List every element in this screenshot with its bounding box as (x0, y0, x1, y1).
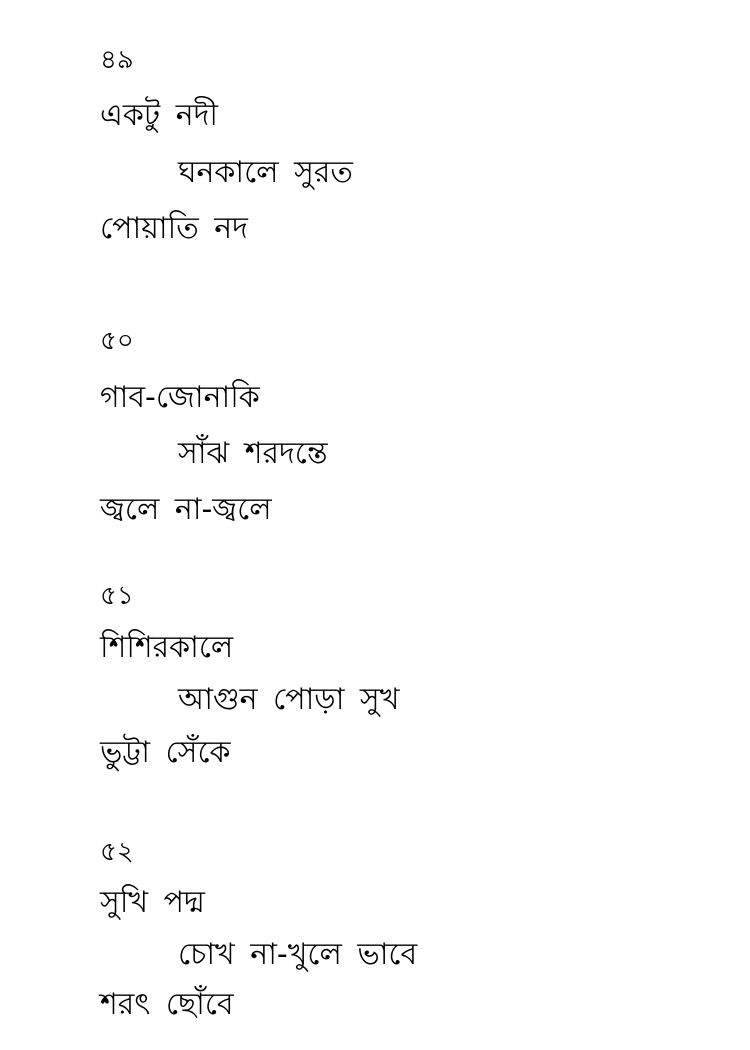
poem-number: ৫০ (100, 326, 134, 356)
poem-line: জ্বলে না-জ্বলে (100, 492, 272, 527)
poem-number: ৪৯ (100, 45, 134, 75)
poem-line: আগুন পোড়া সুখ (178, 682, 400, 717)
poem-line: শিশিরকালে (100, 630, 234, 665)
poem-line: একটু নদী (100, 98, 218, 133)
poem-line: গাব-জোনাকি (100, 380, 260, 415)
poem-line: শরৎ ছোঁবে (100, 987, 234, 1022)
poem-line: সাঁঝ শরদন্তে (178, 436, 328, 471)
poem-line: ঘনকালে সুরত (178, 155, 353, 190)
poem-number: ৫২ (100, 837, 134, 867)
poem-line: সুখি পদ্ম (100, 885, 205, 920)
poem-line: চোখ না-খুলে ভাবে (178, 937, 418, 972)
poem-line: পোয়াতি নদ (100, 211, 248, 246)
poem-line: ভুট্টা সেঁকে (100, 735, 231, 770)
poem-number: ৫১ (100, 581, 134, 611)
